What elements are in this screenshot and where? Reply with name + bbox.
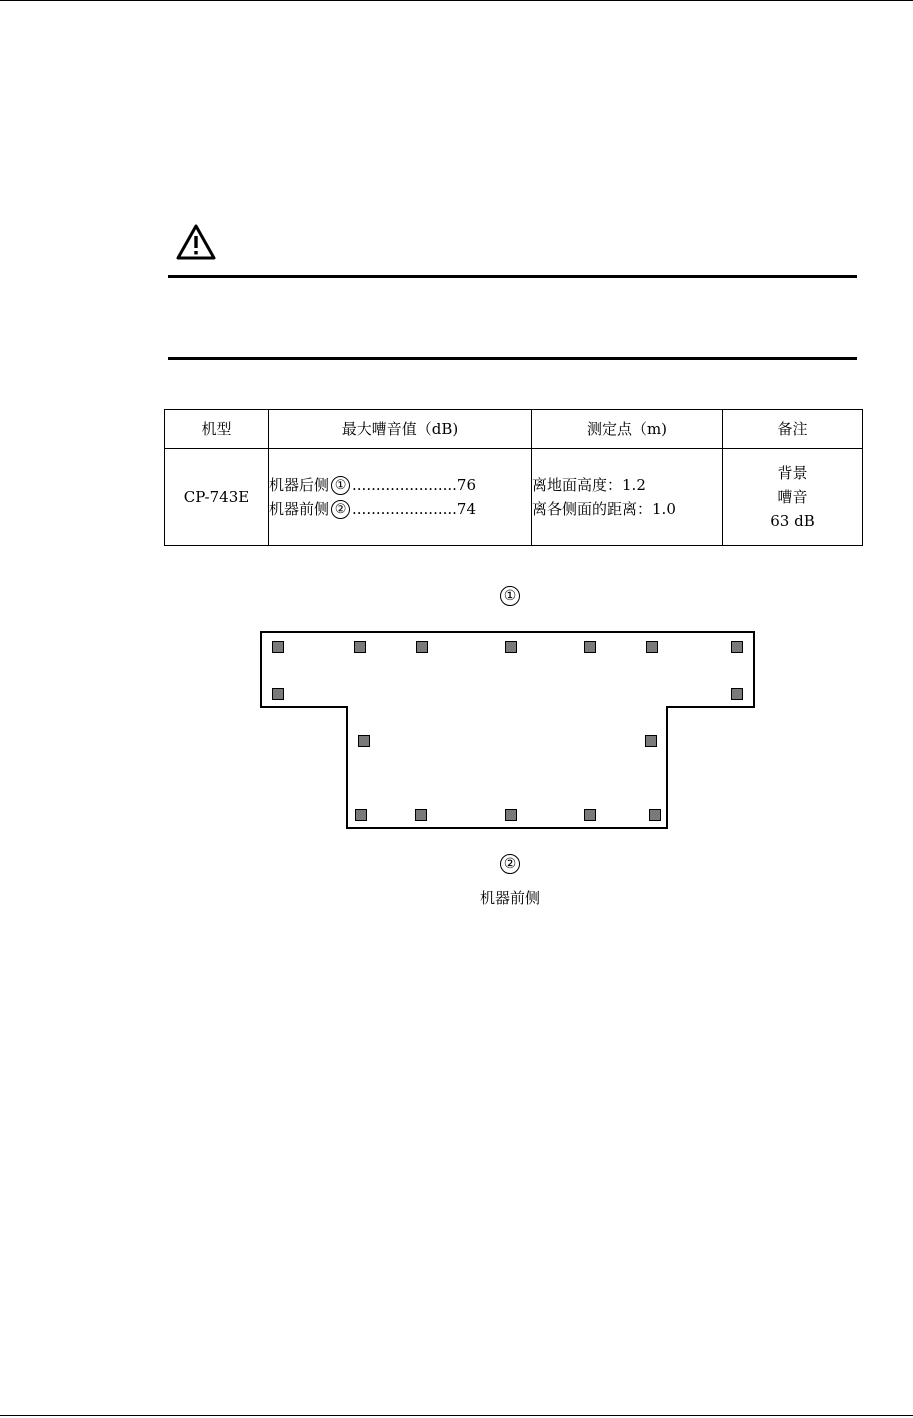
front-side-marker: ② <box>500 854 520 874</box>
rear-side-marker: ① <box>500 586 520 606</box>
measurement-point <box>359 736 370 747</box>
measurement-point <box>585 642 596 653</box>
leader-dots: ...................... <box>352 500 457 518</box>
measurement-point <box>646 736 657 747</box>
noise-level-label: 机器后侧 <box>269 476 330 494</box>
header-max-noise: 最大嘈音值（dB) <box>269 410 532 449</box>
measurement-point <box>356 810 367 821</box>
measure-value: ：1.0 <box>637 500 676 518</box>
measurement-point <box>732 689 743 700</box>
remark-line: 嘈音 <box>777 488 808 506</box>
header-model: 机型 <box>165 410 269 449</box>
measurement-point <box>650 810 661 821</box>
measurement-point <box>416 810 427 821</box>
noise-level-value: 74 <box>456 500 477 518</box>
measurement-point <box>585 810 596 821</box>
measurement-point <box>355 642 366 653</box>
machine-outline <box>261 632 754 828</box>
measurement-point <box>273 689 284 700</box>
measure-label: 离地面高度 <box>532 476 608 494</box>
measurement-point <box>732 642 743 653</box>
bottom-rule <box>0 1415 913 1416</box>
rear-marker: ① <box>331 476 350 495</box>
noise-level-label: 机器前侧 <box>269 500 330 518</box>
measurement-point <box>273 642 284 653</box>
measurement-point <box>647 642 658 653</box>
measure-label: 离各侧面的距离 <box>532 500 638 518</box>
measurement-markers <box>273 642 743 821</box>
front-marker: ② <box>331 500 350 519</box>
leader-dots: ...................... <box>352 476 457 494</box>
remark-line: 背景 <box>777 464 808 482</box>
front-side-label: 机器前侧 <box>479 889 540 907</box>
model-cell: CP-743E <box>165 449 269 546</box>
noise-level-value: 76 <box>456 476 477 494</box>
header-remarks: 备注 <box>723 410 863 449</box>
measurement-point <box>506 642 517 653</box>
measure-value: ：1.2 <box>607 476 646 494</box>
measurement-point <box>417 642 428 653</box>
measurement-point <box>506 810 517 821</box>
remark-line: 63 dB <box>770 512 815 530</box>
header-measure-point: 测定点（m) <box>532 410 723 449</box>
